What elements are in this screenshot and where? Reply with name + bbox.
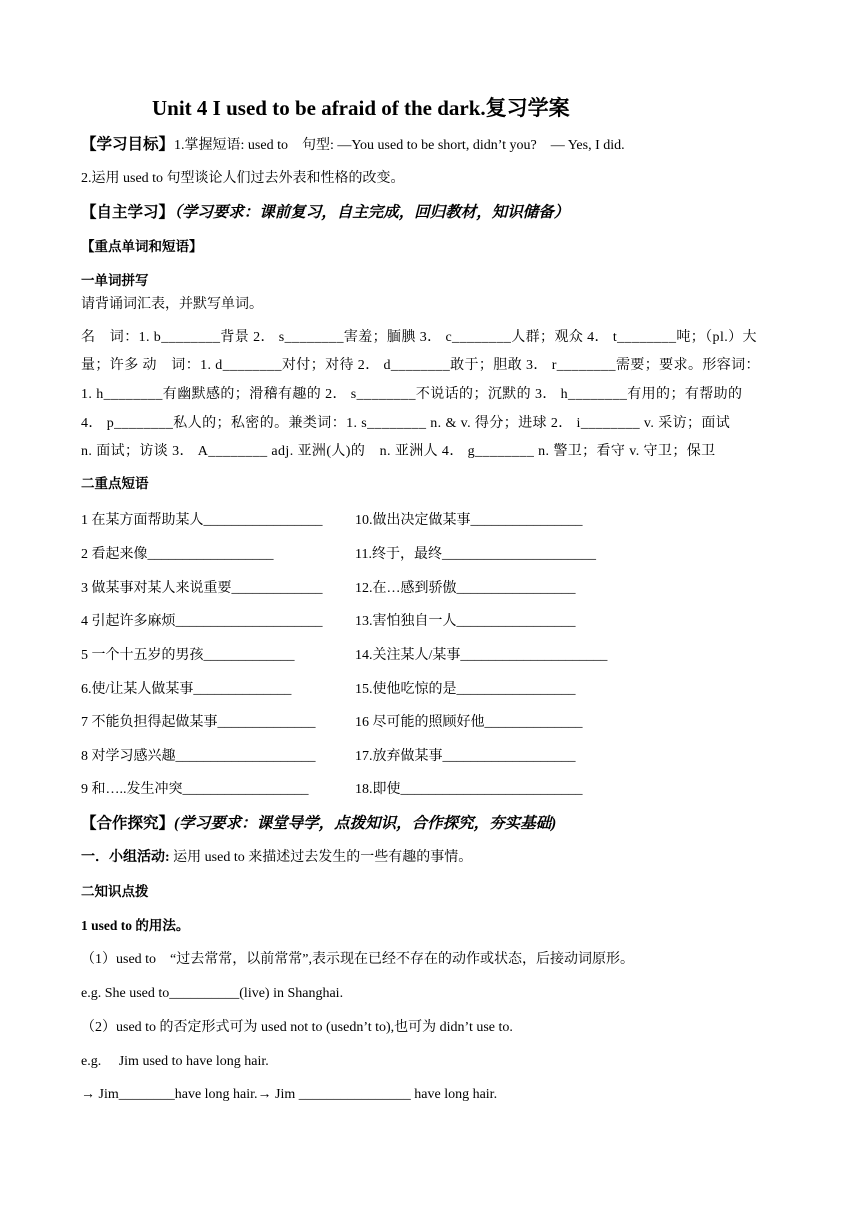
phrase-right: 17.放弃做某事___________________ xyxy=(355,749,576,764)
self-study-heading-line xyxy=(81,204,569,223)
cooperation-heading-line xyxy=(81,815,556,834)
phrase-right: 11.终于，最终______________________ xyxy=(355,547,596,562)
exercise-line: → Jim________have long hair.→ Jim ________________ have long hair. xyxy=(81,1087,498,1102)
explanation-line: （1）used to “过去常常，以前常常”,表示现在已经不存在的动作或状态，后接动词原形。 xyxy=(81,952,634,967)
cooperation-heading: 【合作探究】 xyxy=(81,815,175,832)
phrase-left: 3 做某事对某人来说重要_____________ xyxy=(81,581,323,596)
self-study-requirement: （学习要求：课前复习，自主完成，回归教材，知识储备） xyxy=(174,204,570,221)
key-words-heading: 【重点单词和短语】 xyxy=(81,239,203,254)
spelling-line: n. 面试；访谈 3． A________ adj. 亚洲(人)的 n. 亚洲人 4． g________ n. 警卫；看守 v. 守卫；保卫 xyxy=(81,444,716,459)
phrase-right: 10.做出决定做某事________________ xyxy=(355,513,583,528)
group-activity-text: 运用 used to 来描述过去发生的一些有趣的事情。 xyxy=(169,850,473,865)
point1-heading: 1 used to 的用法。 xyxy=(81,918,190,933)
spelling-line: 1. h________有幽默感的；滑稽有趣的 2． s________不说话的；沉默的 3． h________有用的；有帮助的 xyxy=(81,387,743,402)
phrase-right: 13.害怕独自一人_________________ xyxy=(355,614,576,629)
spelling-heading: 一单词拼写 xyxy=(81,273,149,288)
phrase-left: 5 一个十五岁的男孩_____________ xyxy=(81,648,295,663)
spelling-line: 量；许多 动 词：1. d________对付；对待 2． d________敢于；胆敢 3． r________需要；要求。形容词： xyxy=(81,358,760,373)
example-line: e.g. Jim used to have long hair. xyxy=(81,1054,269,1069)
example-line: e.g. She used to__________(live) in Shanghai. xyxy=(81,986,344,1001)
phrase-right: 14.关注某人/某事_____________________ xyxy=(355,648,608,663)
explanation-line: （2）used to 的否定形式可为 used not to (usedn’t to),也可为 didn’t use to. xyxy=(81,1020,513,1035)
goals-line-1 xyxy=(81,136,625,155)
phrase-left: 2 看起来像__________________ xyxy=(81,547,274,562)
goals-heading: 【学习目标】 xyxy=(81,136,175,153)
phrase-right: 12.在…感到骄傲_________________ xyxy=(355,581,576,596)
goals-text-1: 1.掌握短语: used to 句型: —You used to be short, didn’t you? — Yes, I did. xyxy=(174,138,625,153)
group-activity-label: 一．小组活动: xyxy=(81,850,170,865)
phrase-right: 18.即使__________________________ xyxy=(355,782,583,797)
phrase-left: 4 引起许多麻烦_____________________ xyxy=(81,614,323,629)
phrase-left: 7 不能负担得起做某事______________ xyxy=(81,715,316,730)
phrase-left: 1 在某方面帮助某人_________________ xyxy=(81,513,323,528)
cooperation-requirement: (学习要求：课堂导学，点拨知识，合作探究，夯实基础) xyxy=(174,815,557,832)
goals-text-2: 2.运用 used to 句型谈论人们过去外表和性格的改变。 xyxy=(81,171,405,186)
phrase-left: 9 和…..发生冲突__________________ xyxy=(81,782,309,797)
group-activity-line xyxy=(81,849,472,867)
phrase-right: 16 尽可能的照顾好他______________ xyxy=(355,715,583,730)
spelling-line: 名 词：1. b________背景 2． s________害羞；腼腆 3． c________人群；观众 4． t________吨；（pl.）大 xyxy=(81,330,757,345)
phrase-left: 8 对学习感兴趣____________________ xyxy=(81,749,316,764)
phrase-right: 15.使他吃惊的是_________________ xyxy=(355,682,576,697)
spelling-instruction: 请背诵词汇表，并默写单词。 xyxy=(81,297,263,312)
phrase-left: 6.使/让某人做某事______________ xyxy=(81,682,292,697)
knowledge-heading: 二知识点拨 xyxy=(81,884,149,899)
self-study-heading: 【自主学习】 xyxy=(81,204,175,221)
page-title: Unit 4 I used to be afraid of the dark.复习学案 xyxy=(152,96,570,120)
spelling-line: 4． p________私人的；私密的。兼类词：1. s________ n. & v. 得分；进球 2． i________ v. 采访；面试 xyxy=(81,416,731,431)
phrases-heading: 二重点短语 xyxy=(81,476,149,491)
